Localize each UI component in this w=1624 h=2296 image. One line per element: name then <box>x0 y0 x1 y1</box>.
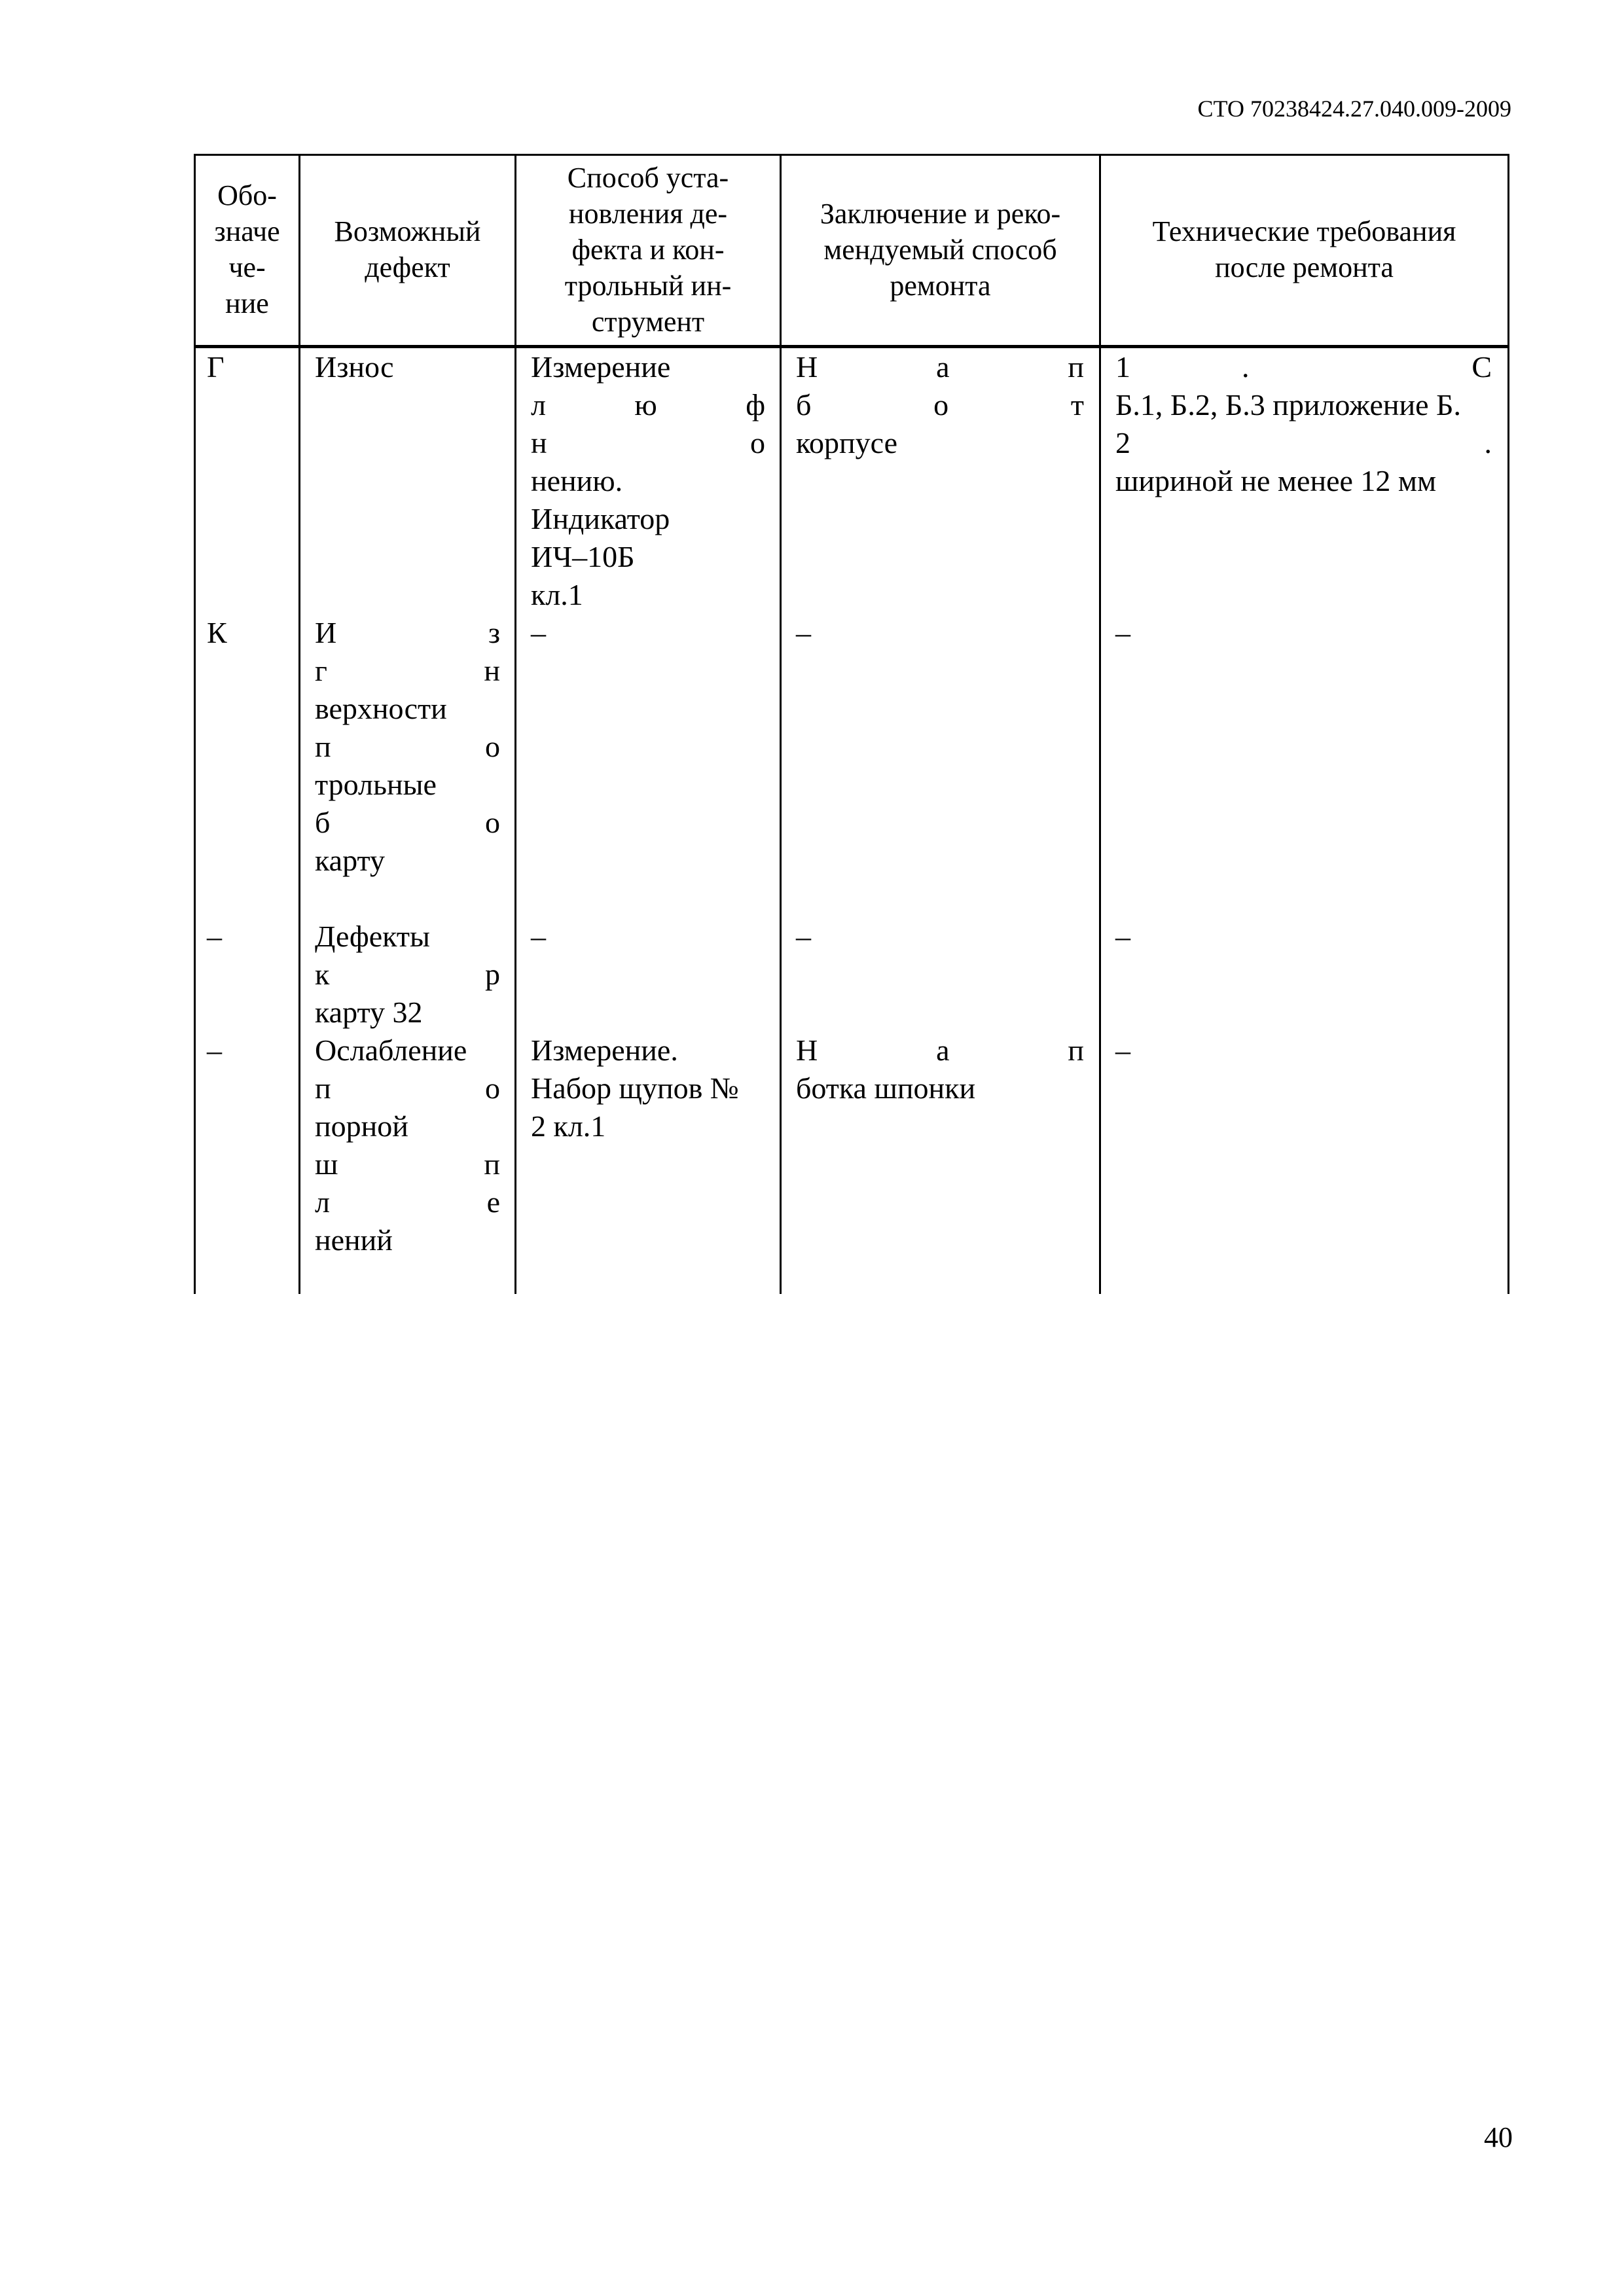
document-code: СТО 70238424.27.040.009-2009 <box>1197 96 1511 122</box>
table-cell: Износ <box>315 350 394 384</box>
table-cell: – <box>796 920 811 953</box>
page-number: 40 <box>1484 2121 1513 2153</box>
table-cell: Измерение. Набор щупов № 2 кл.1 <box>531 1033 739 1143</box>
table-cell: Дефекты к р карту 32 <box>315 920 500 1029</box>
table-cell: – <box>531 920 546 953</box>
table-cell: К <box>207 616 227 649</box>
table-border <box>1507 154 1509 1294</box>
header-requirements: Технические требования после ремонта <box>1152 215 1456 283</box>
header-designation: Обо- значе че- ние <box>214 179 280 319</box>
table-cell: – <box>1115 616 1130 649</box>
table-cell: Г <box>207 350 225 384</box>
header-conclusion: Заключение и реко- мендуемый способ ремонта <box>820 197 1061 302</box>
defect-table <box>194 154 1509 1294</box>
table-cell: – <box>1115 920 1130 953</box>
table-cell: – <box>531 616 546 649</box>
table-cell: И з г н верхности п о трольные б о карту <box>315 616 500 877</box>
table-cell: Измерение л ю ф н о нению. Индикатор ИЧ–10Б кл.1 <box>531 350 765 611</box>
table-cell: Н а п б о т корпусе <box>796 350 1084 459</box>
table-cell: – <box>207 1033 222 1067</box>
table-cell: 1 . С Б.1, Б.2, Б.3 приложение Б. 2 . шириной не менее 12 мм <box>1115 350 1492 497</box>
table-cell: – <box>796 616 811 649</box>
table-cell: – <box>1115 1033 1130 1067</box>
table-cell: – <box>207 920 222 953</box>
table-cell: Ослабление п о порной ш п л е нений <box>315 1033 500 1257</box>
table-cell: Н а п ботка шпонки <box>796 1033 1084 1105</box>
header-method: Способ уста- новления де- фекта и кон- трольный ин- струмент <box>564 161 732 338</box>
header-defect: Возможный дефект <box>334 215 481 283</box>
